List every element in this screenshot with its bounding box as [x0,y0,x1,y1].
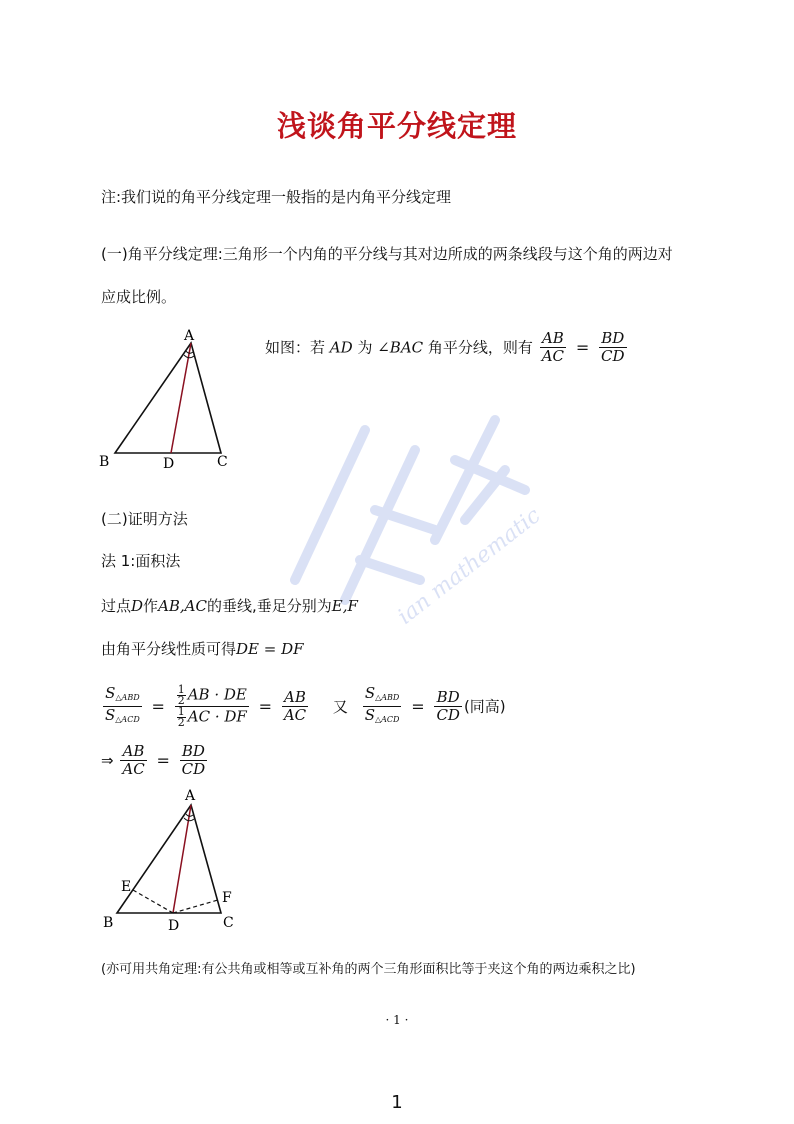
page-number: 1 [391,1092,403,1113]
conclusion-equation: ⇒ $\frac{AB}{AC}$ = $\frac{BD}{CD}$ [101,742,206,778]
footnote-text: (亦可用共角定理:有公共角或相等或互补角的两个三角形面积比等于夹这个角的两边乘积之比) [101,962,636,977]
theorem-heading-line1: (一)角平分线定理:三角形一个内角的平分线与其对边所成的两条线段与这个角的两边对 [101,245,673,263]
svg-text:ian mathematic: ian mathematic [393,503,546,630]
vertex-label-d: D [163,456,175,472]
triangle-figure-1 [95,325,245,475]
fraction-bd-cd: $\frac{BD}{CD}$ [601,329,625,365]
vertex-label-c: C [223,915,234,931]
proof-line-2: 由角平分线性质可得DE = DF [101,640,304,658]
triangle-figure-2 [95,785,255,935]
vertex-label-a: A [185,788,196,804]
fraction-ab-ac: $\frac{AB}{AC}$ [541,329,565,365]
vertex-label-a: A [184,328,195,344]
page-title: 浅谈角平分线定理 [276,109,517,143]
proof-line-1: 过点D作AB,AC的垂线,垂足分别为E,F [101,597,358,615]
theorem-caption: 如图：若 AD 为 ∠BAC 角平分线，则有 $\frac{AB}{AC}$ = $\frac{BD}{CD}$ [265,329,625,365]
vertex-label-c: C [217,454,228,470]
area-ratio-equation: $\frac{S_{\triangle ABD}}{S_{\triangle ACD}}$ = $\frac{1}{2}$ AB · DE $\frac{1}{2}$ AC · DF = $\frac{AB}{AC}$ 又 $\frac{S_{\triangle ABD}}{S_{\triangle ACD}}$ = $\frac{BD}{CD}$ (同高) [105,683,506,729]
theorem-heading-line2: 应成比例。 [101,288,177,306]
inner-page-number: · 1 · [385,1013,409,1027]
foot-label-f: F [222,890,232,906]
vertex-label-b: B [99,454,110,470]
method-1-label: 法 1:面积法 [101,552,181,570]
vertex-label-d: D [168,918,180,934]
foot-label-e: E [121,879,132,895]
note-text: 注:我们说的角平分线定理一般指的是内角平分线定理 [101,188,452,206]
vertex-label-b: B [103,915,114,931]
proof-heading: (二)证明方法 [101,510,188,528]
